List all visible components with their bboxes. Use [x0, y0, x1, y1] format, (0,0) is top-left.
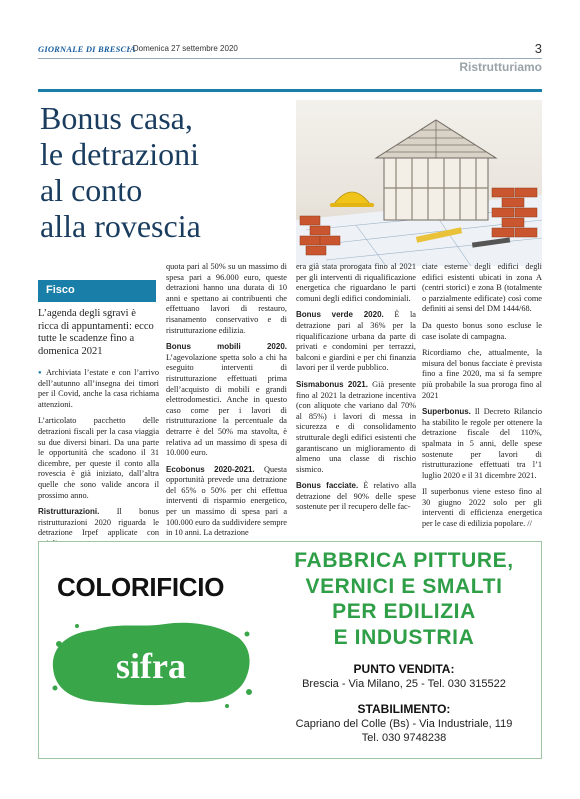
paragraph [166, 342, 287, 459]
paragraph-text: Il bonus ristrutturazioni 2020 riguarda le detrazione Irpef applicate con [38, 507, 159, 538]
paragraph-text: Questa opportunità prevede una detrazione del 65% o 50% per chi effettua interventi di risparmio energetico, per un massimo di spesa pari a 100.000 euro da suddividere sempre in 10 anni. La detrazione [166, 464, 287, 538]
paragraph-lead: Ristrutturazioni. [38, 507, 100, 517]
paragraph [422, 487, 542, 529]
bullet-icon [38, 368, 46, 377]
paragraph [166, 262, 287, 336]
article-column-3 [296, 262, 416, 519]
paragraph-text: È la detrazione pari al 36% per la riqualificazione urbana da parte di privati e condomini per terrazzi, balconi e giardini e per chi finanzia lavori per il verde pubblico. [296, 310, 416, 373]
punto-vendita-address: Brescia - Via Milano, 25 - Tel. 030 315522 [302, 678, 506, 690]
paragraph-text: Il superbonus viene esteso fino al 30 giugno 2022 solo per gli interventi di efficienza energetica per le case di edilizia popolare. // [422, 487, 542, 529]
paragraph-text: quota pari al 50% su un massimo di spesa pari a 96.000 euro, queste detrazioni hanno una durata di 10 anni e spettano ai contribuenti che effettuano lavori di restauro, risanamento conservativo e di ristrutturazione edilizia. [166, 262, 287, 335]
stabilimento-address: Capriano del Colle (Bs) - Via Industriale, 119 [295, 718, 513, 730]
paragraph-text: Il Decreto Rilancio ha stabilito le regole per ottenere la detrazione fiscale del 110%, spalmata in 5 anni, delle spese sostenute per lavori di ristrutturazione effettuati tra l’1 luglio 2020 e il 31 dicembre 2021. [422, 407, 542, 480]
header-rule [38, 58, 542, 59]
paragraph-text: Archiviata l’estate e con l’arrivo dell’autunno all’insegna dei timori per il Covid, anche la casa richiama attenzioni. [38, 368, 159, 409]
paragraph-lead: Bonus verde 2020. [296, 310, 384, 320]
paragraph-text: È relativo alla detrazione del 90% delle spese sostenute per il recupero delle fac- [296, 481, 416, 512]
paragraph-text: Da questo bonus sono escluse le case isolate di campagna. [422, 320, 542, 341]
advertisement [38, 541, 542, 759]
paragraph [422, 262, 542, 315]
punto-vendita-title: PUNTO VENDITA: [353, 662, 455, 676]
paragraph [296, 262, 416, 304]
paragraph-lead: Bonus mobili 2020. [166, 342, 287, 352]
paragraph-text: Ricordiamo che, attualmente, la misura del bonus facciate è prevista fino a fine 2020, ma si fa sempre più probabile la sua proroga fino al 2021 [422, 348, 542, 400]
paragraph-text: L’articolato pacchetto delle detrazioni fiscali per la casa viaggia su due diversi binari. Da una parte le opportunità che scadono il 31 dicembre, per queste il conto alla rovescia è già iniziato, dall’altra quelle che sono valide ancora il prossimo anno. [38, 416, 159, 500]
masthead: GIORNALE DI BRESCIA [38, 44, 136, 54]
headline-line: le detrazioni [40, 136, 200, 172]
sifra-logo-text: sifra [116, 646, 186, 686]
section-rule [38, 89, 542, 92]
tagline-line: VERNICI E SMALTI [305, 574, 503, 598]
section-title: Ristrutturiamo [459, 60, 542, 74]
article-column-2 [166, 262, 287, 545]
category-label-box [38, 280, 156, 302]
page-number: 3 [534, 41, 542, 56]
paragraph [296, 481, 416, 513]
paragraph-lead: Bonus facciate. [296, 481, 359, 491]
paragraph-text: era già stata prorogata fino al 2021 per gli interventi di riqualificazione energetica che riguardano le parti comuni degli edifici condominiali. [296, 262, 416, 303]
sifra-logo [47, 616, 255, 712]
paragraph [422, 407, 542, 481]
headline-line: alla rovescia [40, 208, 201, 244]
ad-tagline [269, 548, 539, 650]
paragraph [166, 465, 287, 539]
house-construction-photo [296, 100, 542, 266]
paragraph-text: Già presente fino al 2021 la detrazione incentiva (con aliquote che variano dal 70% al 85%) i lavori di messa in sicurezza e di consolidamento strutturale degli edifici esistenti che garantiscano un miglioramento di almeno una classe di rischio sismico. [296, 379, 416, 474]
tagline-line: FABBRICA PITTURE, [294, 549, 514, 572]
ad-brand: COLORIFICIO [57, 572, 225, 602]
tagline-line: PER EDILIZIA [332, 600, 476, 623]
paragraph-lead: Sismabonus 2021. [296, 379, 368, 389]
paragraph [38, 416, 159, 501]
stabilimento-title: STABILIMENTO: [357, 702, 451, 716]
paragraph-lead: Ecobonus 2020-2021. [166, 464, 255, 474]
paragraph [422, 321, 542, 342]
page-header [38, 41, 542, 58]
paragraph-lead: Superbonus. [422, 407, 471, 417]
paragraph [296, 310, 416, 374]
article-column-4 [422, 262, 542, 536]
stabilimento-tel: Tel. 030 9748238 [361, 732, 447, 744]
paragraph [38, 368, 159, 410]
headline-line: Bonus casa, [40, 100, 193, 136]
paragraph [422, 348, 542, 401]
headline-line: al conto [40, 172, 143, 208]
tagline-line: E INDUSTRIA [333, 625, 475, 649]
headline [40, 100, 290, 244]
article-subhead: L’agenda degli sgravi è ricca di appuntamenti: ecco tutte le scadenze fino a domenica 2021 [38, 308, 154, 357]
paragraph-text: ciate esterne degli edifici degli edifici esistenti ubicati in zona A (centri storici) e zona B (totalmente o parzialmente edificate) così come definiti ai sensi del DM 1444/68. [422, 262, 542, 314]
photo-illustration [296, 100, 542, 266]
paragraph [296, 380, 416, 475]
paragraph-text: L’agevolazione spetta solo a chi ha eseguito interventi di ristrutturazione effettuati prima dell’acquisto di mobili e grandi elettrodomestici. Anche in questo caso come per i lavori di ristrutturazione la percentuale da detrarre è del 50% ma stavolta, è relativa ad un massimo di spesa di 10.000 euro. [166, 352, 287, 458]
category-label: Fisco [46, 284, 75, 296]
issue-date: · Domenica 27 settembre 2020 [128, 44, 238, 53]
article-column-1 [38, 368, 159, 556]
